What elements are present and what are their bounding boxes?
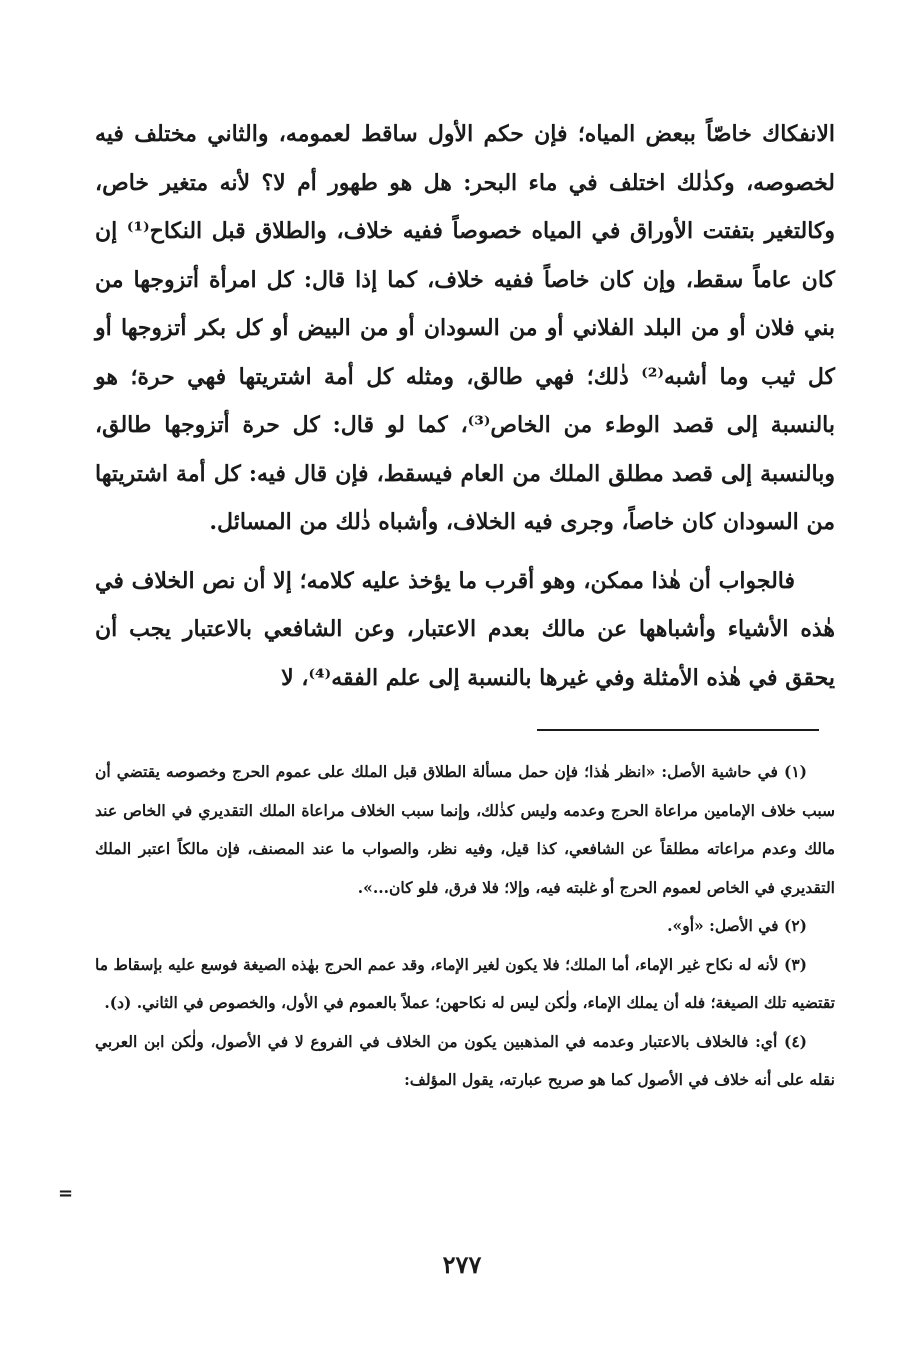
footnote-3: (٣) لأنه له نكاح غير الإماء، أما الملك؛ فلا يكون لغير الإماء، وقد عمم الحرج بهٰذه الصيغة فوسع عليه بإسقاط ما تقتضيه تلك الصيغة؛ فله أن يملك الإماء، ولٰكن ليس له نكاحهن؛ عملاً بالعموم في الأول، والخصوص في الثاني. (د). — [95, 954, 835, 1012]
body-paragraph-2: فالجواب أن هٰذا ممكن، وهو أقرب ما يؤخذ عليه كلامه؛ إلا أن نص الخلاف في هٰذه الأشياء وأشباهها عن مالك بعدم الاعتبار، وعن الشافعي بالاعتبار يجب أن يحقق في هٰذه الأمثلة وفي غيرها بالنسبة إلى علم الفقه⁽⁴⁾، لا — [95, 567, 835, 691]
footnote-4: (٤) أي: فالخلاف بالاعتبار وعدمه في المذهبين يكون من الخلاف في الفروع لا في الأصول، ولٰكن ابن العربي نقله على أنه خلاف في الأصول كما هو صريح عبارته، يقول المؤلف: — [95, 1031, 835, 1089]
footnotes-section — [95, 753, 835, 1100]
body-paragraph-1: الانفكاك خاصّاً ببعض المياه؛ فإن حكم الأول ساقط لعمومه، والثاني مختلف فيه لخصوصه، وكذٰلك اختلف في ماء البحر: هل هو طهور أم لا؟ لأنه متغير خاص، وكالتغير بتفتت الأوراق في المياه خصوصاً ففيه خلاف، والطلاق قبل النكاح⁽¹⁾ إن كان عاماً سقط، وإن كان خاصاً ففيه خلاف، كما إذا قال: كل امرأة أتزوجها من بني فلان أو من البلد الفلاني أو من السودان أو من البيض أو كل بكر أتزوجها أو كل ثيب وما أشبه⁽²⁾ ذٰلك؛ فهي طالق، ومثله كل أمة اشتريتها فهي حرة؛ هو بالنسبة إلى قصد الوطء من الخاص⁽³⁾، كما لو قال: كل حرة أتزوجها طالق، وبالنسبة إلى قصد مطلق الملك من العام فيسقط، فإن قال فيه: كل أمة اشتريتها من السودان كان خاصاً، وجرى فيه الخلاف، وأشباه ذٰلك من المسائل. — [95, 121, 836, 535]
footnote-separator-rule — [537, 729, 819, 731]
footnote-1: (١) في حاشية الأصل: «انظر هٰذا؛ فإن حمل مسألة الطلاق قبل الملك على عموم الحرج وخصوصه يقتضي أن سبب خلاف الإمامين مراعاة الحرج وعدمه وليس كذٰلك، وإنما سبب الخلاف مراعاة الملك التقديري في الخاص عند مالك وعدم مراعاته مطلقاً عن الشافعي، كذا قيل، وفيه نظر، والصواب ما عند المصنف، فإن مالكاً اعتبر الملك التقديري في الخاص لعموم الحرج أو غلبته فيه، وإلا؛ فلا فرق، فلو كان...». — [95, 762, 835, 897]
page-number: ٢٧٧ — [442, 1250, 482, 1279]
footnote-2: (٢) في الأصل: «أو». — [667, 916, 807, 935]
footnote-continues-mark: = — [58, 1183, 74, 1204]
text-block — [95, 110, 836, 1089]
